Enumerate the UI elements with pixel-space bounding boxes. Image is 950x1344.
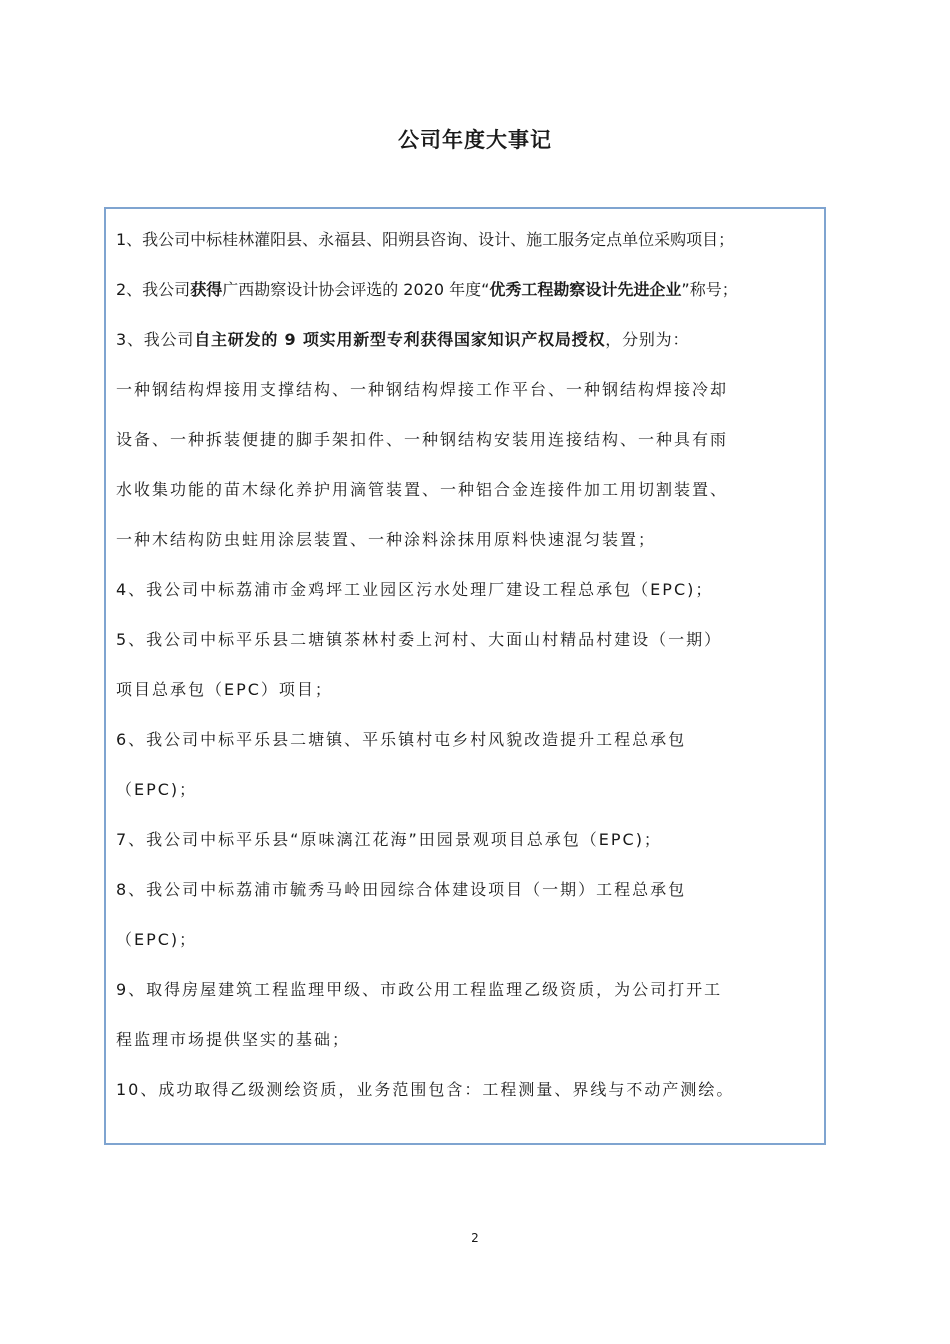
event-10: 10、成功取得乙级测绘资质，业务范围包含：工程测量、界线与不动产测绘。: [116, 1080, 735, 1099]
event-3: [116, 325, 816, 375]
event-9-line: 程监理市场提供坚实的基础；: [116, 1030, 351, 1049]
event-3-line: 水收集功能的苗木绿化养护用滴管装置、一种铝合金连接件加工用切割装置、: [116, 480, 729, 499]
event-2-text: ”称号；: [681, 280, 738, 299]
event-6-line: （EPC)；: [116, 780, 198, 799]
events-list: [116, 225, 816, 1125]
event-8-line: （EPC)；: [116, 930, 198, 949]
event-2-text: 广西勘察设计协会评选的 2020 年度“: [222, 280, 490, 299]
event-7: 7、我公司中标平乐县“原味漓江花海”田园景观项目总承包（EPC)；: [116, 830, 662, 849]
event-3-text: 3、我公司: [116, 330, 195, 349]
event-8: 8、我公司中标荔浦市毓秀马岭田园综合体建设项目（一期）工程总承包: [116, 880, 687, 899]
event-6: 6、我公司中标平乐县二塘镇、平乐镇村屯乡村风貌改造提升工程总承包: [116, 730, 687, 749]
event-5: 5、我公司中标平乐县二塘镇茶林村委上河村、大面山村精品村建设（一期）: [116, 630, 723, 649]
event-3-line: 设备、一种拆装便捷的脚手架扣件、一种钢结构安装用连接结构、一种具有雨: [116, 430, 729, 449]
page-title: 公司年度大事记: [398, 128, 552, 152]
event-3-emphasis: 自主研发的 9 项实用新型专利获得国家知识产权局授权: [194, 330, 606, 349]
event-9: 9、取得房屋建筑工程监理甲级、市政公用工程监理乙级资质，为公司打开工: [116, 980, 723, 999]
event-3-line: 一种钢结构焊接用支撑结构、一种钢结构焊接工作平台、一种钢结构焊接冷却: [116, 380, 729, 399]
event-2: [116, 275, 816, 325]
event-2-text: 2、我公司: [116, 280, 191, 299]
event-5-line: 项目总承包（EPC）项目；: [116, 680, 333, 699]
page-number: 2: [471, 1231, 479, 1245]
event-2-emphasis: 获得: [190, 280, 223, 299]
event-4: 4、我公司中标荔浦市金鸡坪工业园区污水处理厂建设工程总承包（EPC)；: [116, 580, 714, 599]
event-1: 1、我公司中标桂林灌阳县、永福县、阳朔县咨询、设计、施工服务定点单位采购项目；: [116, 230, 735, 249]
event-2-award: 优秀工程勘察设计先进企业: [489, 280, 682, 299]
event-3-text: ，分别为：: [605, 330, 690, 349]
event-3-line: 一种木结构防虫蛀用涂层装置、一种涂料涂抹用原料快速混匀装置；: [116, 530, 657, 549]
